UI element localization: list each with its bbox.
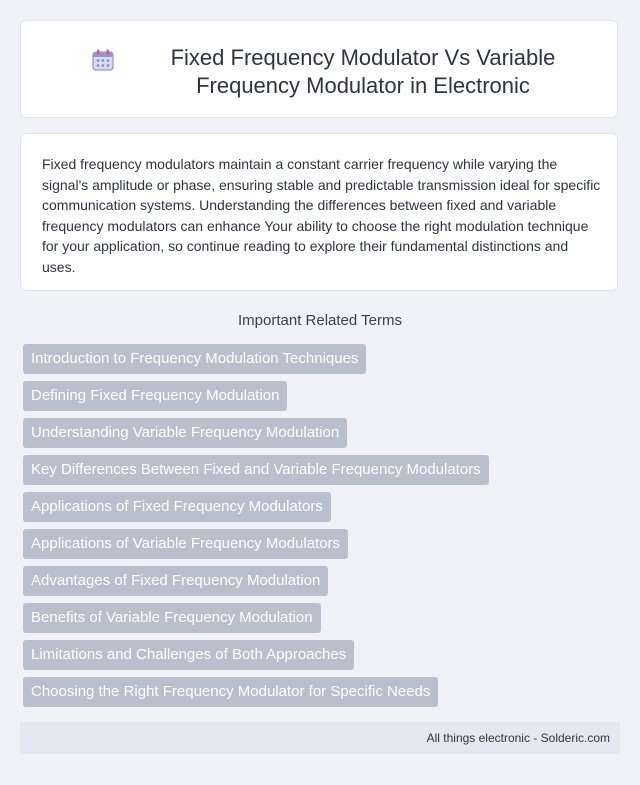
- related-term-link[interactable]: Applications of Variable Frequency Modulators: [23, 529, 348, 559]
- related-terms-heading: Important Related Terms: [238, 312, 402, 329]
- footer-credit: All things electronic - Solderic.com: [426, 731, 610, 745]
- related-term-link[interactable]: Advantages of Fixed Frequency Modulation: [23, 566, 328, 596]
- related-term-link[interactable]: Key Differences Between Fixed and Variable Frequency Modulators: [23, 455, 489, 485]
- title-card: [20, 20, 618, 118]
- related-term-link[interactable]: Applications of Fixed Frequency Modulators: [23, 492, 331, 522]
- calendar-icon: [91, 48, 115, 72]
- related-terms-list: [23, 344, 623, 714]
- footer: [20, 722, 620, 754]
- related-term-link[interactable]: Choosing the Right Frequency Modulator for Specific Needs: [23, 677, 438, 707]
- related-term-link[interactable]: Understanding Variable Frequency Modulation: [23, 418, 347, 448]
- related-term-link[interactable]: Defining Fixed Frequency Modulation: [23, 381, 287, 411]
- page-title: Fixed Frequency Modulator Vs Variable Frequency Modulator in Electronic: [170, 45, 556, 98]
- related-term-link[interactable]: Limitations and Challenges of Both Approaches: [23, 640, 354, 670]
- related-term-link[interactable]: Introduction to Frequency Modulation Techniques: [23, 344, 366, 374]
- intro-card: [20, 133, 618, 291]
- related-term-link[interactable]: Benefits of Variable Frequency Modulation: [23, 603, 321, 633]
- intro-paragraph: Fixed frequency modulators maintain a constant carrier frequency while varying the signal's amplitude or phase, ensuring stable and predictable transmission ideal for specific communication systems. Understanding the differences between fixed and variable frequency modulators can enhance Your ability to choose the right modulation technique for your application, so continue reading to explore their fundamental distinctions and uses.: [42, 156, 601, 275]
